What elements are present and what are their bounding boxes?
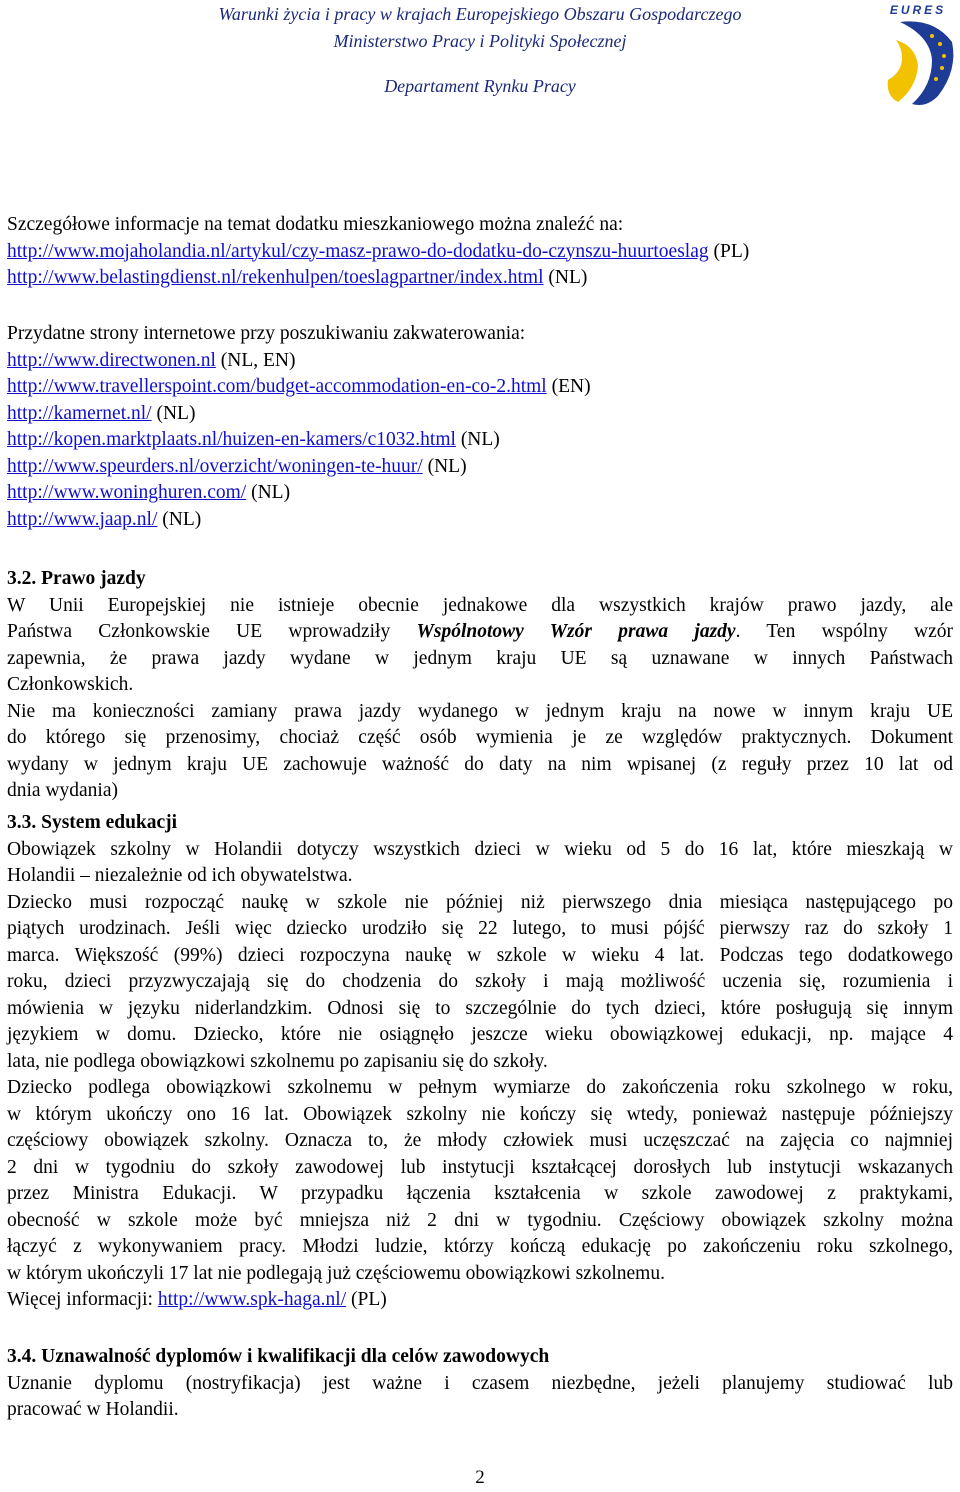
section-3-4	[7, 1344, 953, 1424]
more-info-row	[7, 1287, 953, 1314]
paragraph-line: Obowiązek szkolny w Holandii dotyczy wszystkich dzieci w wieku od 5 do 16 lat, które mieszkają w	[7, 838, 953, 860]
accommodation-link-row	[7, 480, 953, 507]
lang-tag: (PL)	[350, 1289, 387, 1310]
paragraph-line: Nie ma konieczności zamiany prawa jazdy wydanego w jednym kraju na nowe w innym kraju UE	[7, 700, 953, 722]
jaap-link[interactable]: http://www.jaap.nl/	[7, 508, 158, 530]
eures-logo-text: EURES	[889, 3, 947, 17]
directwonen-link[interactable]: http://www.directwonen.nl	[7, 349, 216, 371]
paragraph-line: pracować w Holandii.	[7, 1399, 179, 1420]
accommodation-link-row	[7, 401, 953, 428]
accommodation-link-row	[7, 348, 953, 375]
paragraph-line: 2 dni w tygodniu do szkoły zawodowej lub instytucji kształcącej dorosłych lub instytucji wskazanych	[7, 1156, 953, 1178]
paragraph-line: lata, nie podlega obowiązkowi szkolnemu po zapisaniu się do szkoły.	[7, 1050, 548, 1072]
lang-tag: (NL)	[460, 429, 500, 450]
lang-tag: (NL)	[548, 267, 588, 288]
paragraph-line: wydany w jednym kraju UE zachowuje ważność do daty na nim wpisanej (z reguły przez 10 lat od	[7, 753, 953, 775]
eures-logo	[872, 0, 960, 110]
belastingdienst-link[interactable]: http://www.belastingdienst.nl/rekenhulpen/toeslagpartner/index.html	[7, 267, 544, 288]
lang-tag: (NL)	[251, 482, 291, 503]
paragraph-line: Dziecko podlega obowiązkowi szkolnemu w pełnym wymiarze do zakończenia roku szkolnego w roku,	[7, 1077, 953, 1098]
paragraph-line	[7, 619, 953, 646]
section-3-2	[7, 566, 953, 805]
accommodation-link-row	[7, 454, 953, 481]
section-3-3	[7, 810, 953, 1314]
paragraph-line: zapewnia, że prawa jazdy wydane w jednym kraju UE są uznawane w innych Państwach	[7, 647, 953, 669]
emphasis-text: Wspólnotowy Wzór	[416, 621, 592, 642]
paragraph-line: łączyć z wykonywaniem pracy. Młodzi ludzie, którzy kończą edukację po zakończeniu roku szkolnego,	[7, 1236, 953, 1257]
section-heading: 3.4. Uznawalność dyplomów i kwalifikacji dla celów zawodowych	[7, 1346, 550, 1367]
header-line-1: Warunki życia i pracy w krajach Europejskiego Obszaru Gospodarczego	[218, 4, 742, 24]
text-run: Państwa Członkowskie UE wprowadziły	[7, 621, 417, 642]
section-heading: 3.2. Prawo jazdy	[7, 568, 146, 589]
paragraph-line: Członkowskich.	[7, 674, 134, 695]
lang-tag: (PL)	[713, 240, 750, 262]
paragraph-line: Holandii – niezależnie od ich obywatelstwa.	[7, 865, 353, 886]
accommodation-link-row	[7, 507, 953, 534]
travellerspoint-link[interactable]: http://www.travellerspoint.com/budget-accommodation-en-co-2.html	[7, 376, 547, 397]
speurders-link[interactable]: http://www.speurders.nl/overzicht/woningen-te-huur/	[7, 455, 423, 477]
page-number: 2	[475, 1467, 485, 1488]
header-line-3: Departament Rynku Pracy	[384, 76, 576, 96]
paragraph-line: w którym ukończy ono 16 lat. Obowiązek szkolny nie kończy się wtedy, ponieważ następuje późniejszy	[7, 1103, 953, 1125]
paragraph-line: piątych urodzinach. Jeśli więc dziecko urodziło się 22 lutego, to musi pójść pierwszy raz do szkoły 1	[7, 918, 953, 939]
more-info-label: Więcej informacji:	[7, 1289, 158, 1310]
paragraph-line: językiem w domu. Dziecko, które nie osiągnęło jeszcze wieku obowiązkowej edukacji, np. mające 4	[7, 1024, 953, 1045]
housing-link-row	[7, 239, 953, 266]
paragraph-line: przez Ministra Edukacji. W przypadku łączenia kształcenia w szkole zawodowej z praktykami,	[7, 1183, 953, 1204]
paragraph-line: częściowy obowiązek szkolny. Oznacza to, że młody człowiek musi uczęszczać na zajęcia co najmniej	[7, 1130, 953, 1151]
paragraph-line: W Unii Europejskiej nie istnieje obecnie jednakowe dla wszystkich krajów prawo jazdy, ale	[7, 594, 953, 616]
lang-tag: (EN)	[551, 376, 591, 397]
paragraph-line: do którego się przenosimy, chociaż część osób wymienia je ze względów praktycznych. Dokument	[7, 727, 953, 748]
paragraph-line: obecność w szkole może być mniejsza niż 2 dni w tygodniu. Częściowy obowiązek szkolny można	[7, 1209, 953, 1231]
lang-tag: (NL)	[156, 402, 196, 424]
paragraph-line: w którym ukończyli 17 lat nie podlegają już częściowemu obowiązkowi szkolnemu.	[7, 1262, 665, 1284]
lang-tag: (NL, EN)	[220, 349, 296, 371]
marktplaats-link[interactable]: http://kopen.marktplaats.nl/huizen-en-kamers/c1032.html	[7, 429, 456, 450]
paragraph-line: Dziecko musi rozpocząć naukę w szkole nie później niż pierwszego dnia miesiąca następującego po	[7, 891, 953, 913]
lang-tag: (NL)	[427, 455, 467, 477]
text-run: . Ten wspólny wzór	[735, 621, 953, 642]
header-line-2: Ministerstwo Pracy i Polityki Społecznej	[333, 31, 627, 51]
paragraph-line: Uznanie dyplomu (nostryfikacja) jest ważne i czasem niezbędne, jeżeli planujemy studiować lub	[7, 1372, 953, 1394]
kamernet-link[interactable]: http://kamernet.nl/	[7, 402, 152, 424]
spk-haga-link[interactable]: http://www.spk-haga.nl/	[157, 1289, 347, 1310]
accommodation-link-row	[7, 427, 953, 454]
paragraph-line: roku, dzieci przyzwyczajają się do chodzenia do szkoły i mają możliwość uczenia się, rozumienia i	[7, 971, 953, 992]
accommodation-block	[7, 321, 953, 533]
section-heading: 3.3. System edukacji	[7, 812, 178, 833]
emphasis-text: prawa jazdy	[591, 621, 736, 642]
mojaholandia-link[interactable]: http://www.mojaholandia.nl/artykul/czy-masz-prawo-do-dodatku-do-czynszu-huurtoeslag	[7, 240, 709, 262]
accommodation-link-row	[7, 374, 953, 401]
lang-tag: (NL)	[162, 508, 202, 530]
woninghuren-link[interactable]: http://www.woninghuren.com/	[7, 482, 247, 503]
housing-link-row	[7, 265, 953, 292]
housing-intro: Szczegółowe informacje na temat dodatku mieszkaniowego można znaleźć na:	[7, 214, 624, 235]
paragraph-line: marca. Większość (99%) dzieci rozpoczyna naukę w szkole w wieku 4 lat. Podczas tego dodatkowego	[7, 944, 953, 966]
paragraph-line: dnia wydania)	[7, 780, 119, 801]
accommodation-intro: Przydatne strony internetowe przy poszukiwaniu zakwaterowania:	[7, 323, 526, 344]
paragraph-line: mówienia w języku niderlandzkim. Odnosi się to szczególnie do tych dzieci, które posługują się innym	[7, 997, 953, 1019]
housing-block	[7, 212, 953, 292]
